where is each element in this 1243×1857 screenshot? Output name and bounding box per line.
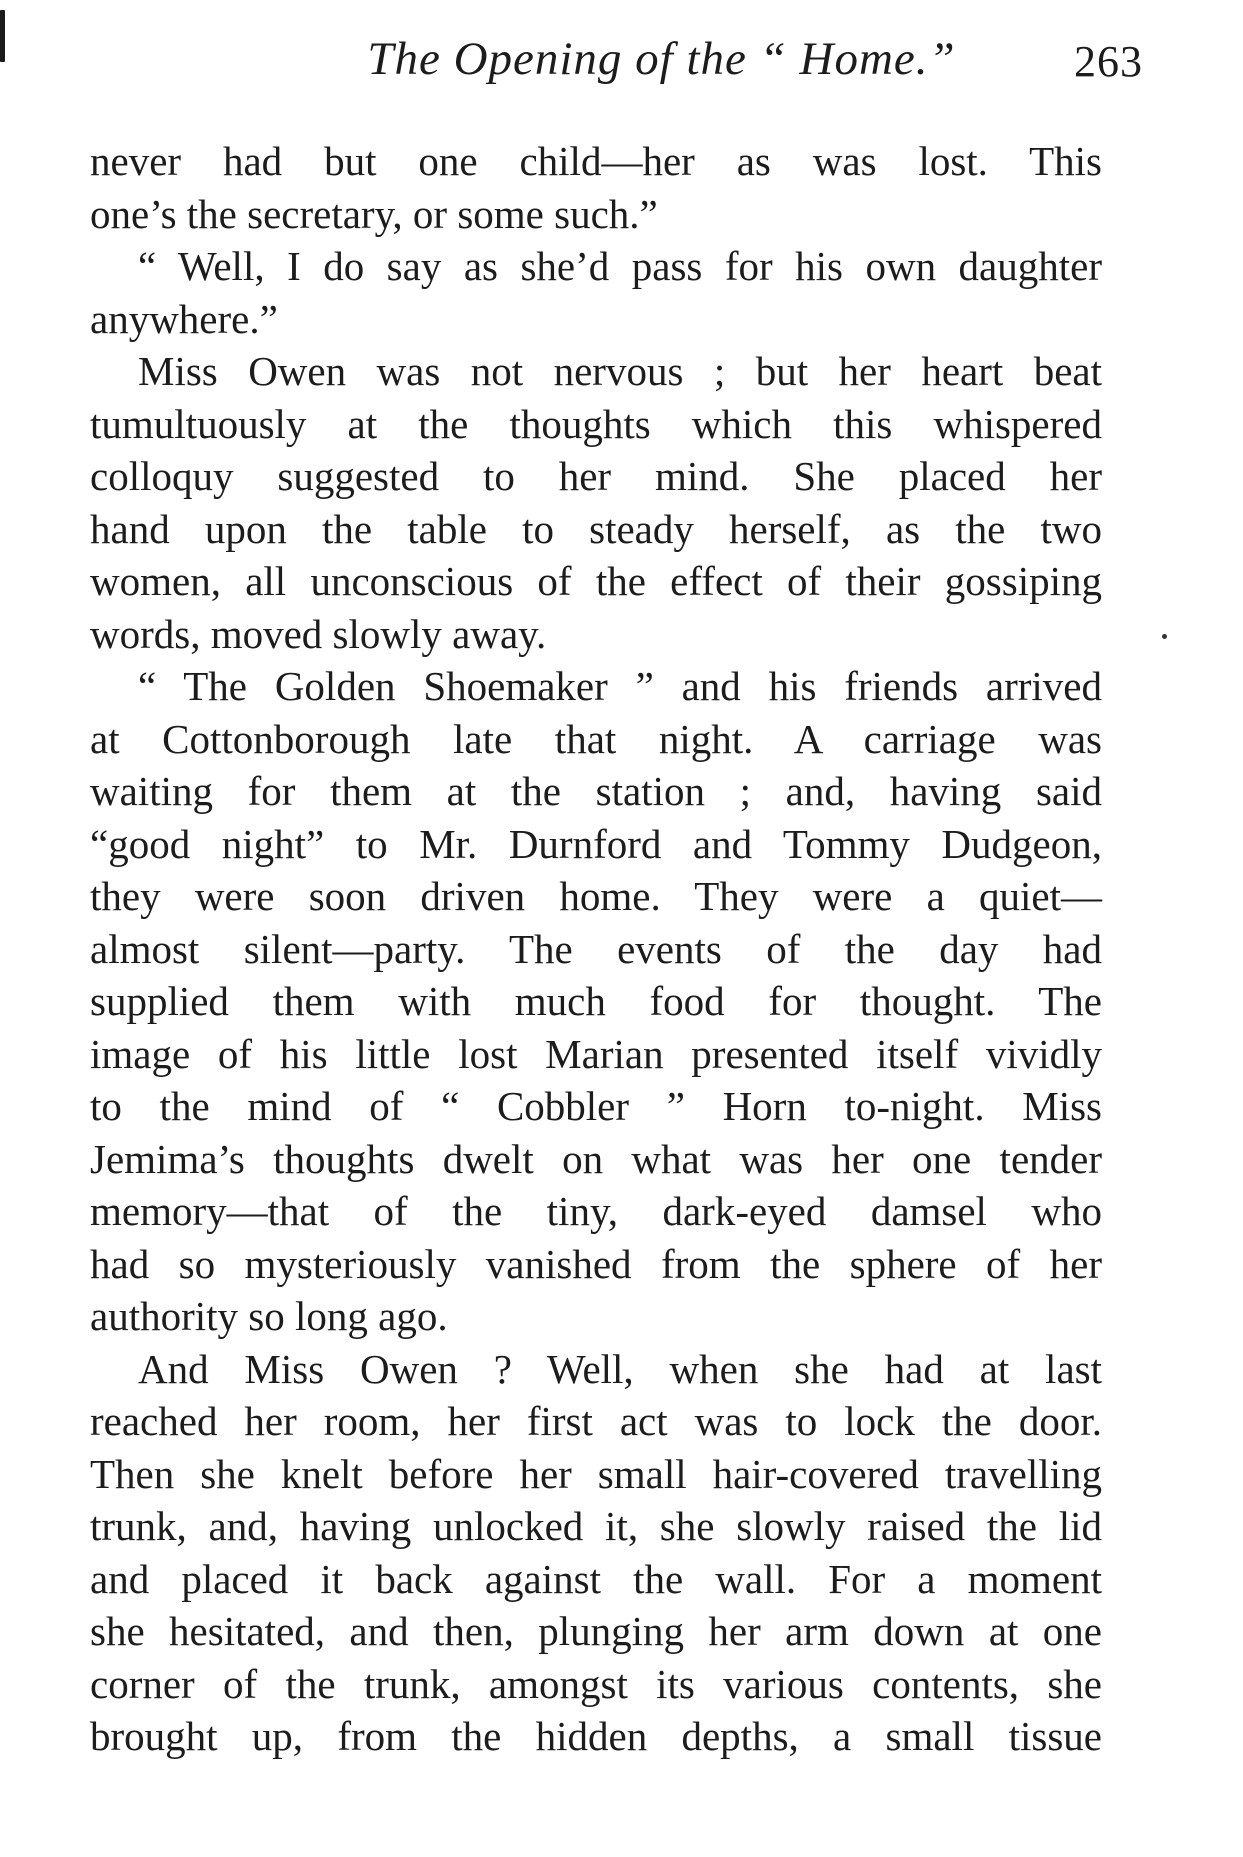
text-line: she hesitated, and then, plunging her arm down at one [90, 1608, 1102, 1654]
text-line: women, all unconscious of the effect of their gossiping [90, 558, 1102, 604]
body-text [90, 135, 1102, 1763]
text-line: one’s the secretary, or some such.” [90, 190, 658, 237]
text-line: at Cottonborough late that night. A carriage was [90, 715, 1102, 762]
text-line: Jemima’s thoughts dwelt on what was her one tender [90, 1135, 1102, 1182]
text-line: trunk, and, having unlocked it, she slowly raised the lid [90, 1503, 1102, 1549]
text-line: memory—that of the tiny, dark-eyed damsel who [90, 1188, 1102, 1234]
text-line: hand upon the table to steady herself, as the two [90, 505, 1102, 552]
text-line: colloquy suggested to her mind. She placed her [90, 453, 1102, 499]
text-line: “good night” to Mr. Durnford and Tommy Dudgeon, [90, 820, 1102, 867]
text-line: never had but one child—her as was lost. This [90, 138, 1102, 184]
stray-ink-dot [1162, 634, 1167, 639]
running-title: The Opening of the “ Home.” [367, 33, 956, 85]
page-number: 263 [1074, 37, 1143, 86]
text-line: image of his little lost Marian presented itself vividly [90, 1030, 1102, 1077]
text-line: they were soon driven home. They were a quiet— [90, 873, 1102, 919]
text-line: reached her room, her first act was to lock the door. [90, 1398, 1102, 1444]
text-line: “ Well, I do say as she’d pass for his own daughter [138, 243, 1102, 289]
text-line: tumultuously at the thoughts which this whispered [90, 400, 1102, 447]
text-line: words, moved slowly away. [90, 610, 547, 657]
margin-mark [0, 10, 5, 62]
text-line: corner of the trunk, amongst its various contents, she [90, 1660, 1102, 1707]
text-line: to the mind of “ Cobbler ” Horn to-night. Miss [90, 1083, 1102, 1129]
text-line: And Miss Owen ? Well, when she had at last [138, 1345, 1102, 1392]
text-line: “ The Golden Shoemaker ” and his friends arrived [138, 663, 1102, 709]
text-line: authority so long ago. [90, 1293, 448, 1339]
text-line: almost silent—party. The events of the day had [90, 925, 1102, 972]
running-head [90, 22, 1143, 92]
text-line: Then she knelt before her small hair-covered travelling [90, 1450, 1102, 1497]
text-line: brought up, from the hidden depths, a small tissue [90, 1713, 1102, 1759]
text-line: and placed it back against the wall. For a moment [90, 1555, 1102, 1602]
text-line: waiting for them at the station ; and, having said [90, 768, 1102, 814]
text-line: had so mysteriously vanished from the sphere of her [90, 1240, 1102, 1287]
text-line: supplied them with much food for thought. The [90, 978, 1102, 1024]
text-line: anywhere.” [90, 295, 278, 342]
text-line: Miss Owen was not nervous ; but her heart beat [138, 348, 1102, 394]
